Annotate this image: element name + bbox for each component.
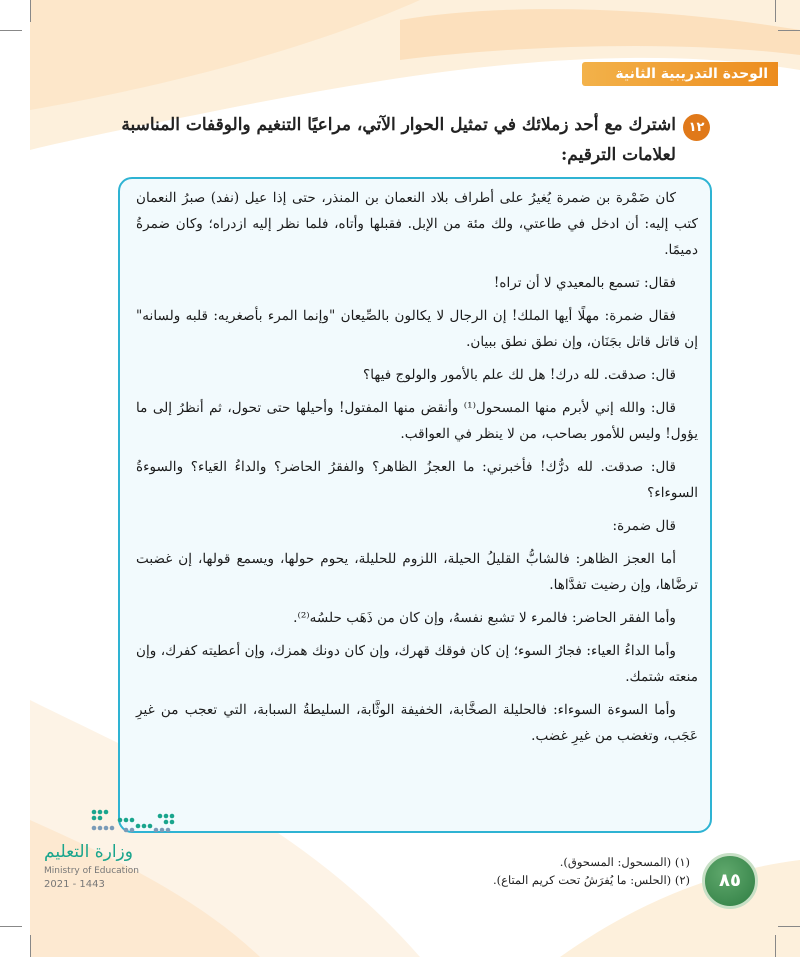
crop-mark [30, 0, 31, 22]
crop-mark [0, 926, 22, 927]
unit-banner: الوحدة التدريبية الثانية [582, 62, 778, 86]
question-number-badge: ١٢ [683, 114, 710, 141]
crop-mark [775, 935, 776, 957]
ministry-logo-icon [86, 806, 182, 836]
crop-mark [778, 30, 800, 31]
dialog-paragraph: أما العجز الظاهر: فالشابُّ القليلُ الحيلة، اللزوم للحليلة، يحوم حولها، ويسمع قولها، إن غضبت ترضَّاها، وإن رضيت تفدَّاها. [136, 551, 698, 593]
dialog-paragraph: قال: والله إني لأبرم منها المسحول⁽¹⁾ وأنقض منها المفتول! وأحيلها حتى تحول، ثم أنظرُ إلى ما يؤول! وليس للأمور بصاحب، من لا ينظر في العواقب. [136, 400, 698, 442]
footnote-2: (٢) (الحلس: ما يُفرَشُ تحت كريم المتاع). [492, 873, 690, 887]
footnote-1: (١) (المسحول: المسحوق). [559, 855, 690, 869]
crop-mark [778, 926, 800, 927]
dialog-paragraph: فقال: تسمع بالمعيدي لا أن تراه! [493, 275, 676, 291]
dialog-paragraph: قال: صدقت. لله درُّك! فأخبرني: ما العجزُ الظاهر؟ والفقرُ الحاضر؟ والداءُ العَياء؟ والسوءةُ السوءاء؟ [136, 459, 698, 501]
question-instruction: اشترك مع أحد زملائك في تمثيل الحوار الآتي، مراعيًا التنغيم والوقفات المناسبة لعلامات الترقيم: [121, 115, 676, 165]
dialog-paragraph: قال ضمرة: [612, 518, 676, 534]
edition-year: 2021 - 1443 [44, 879, 105, 890]
dialog-paragraph: فقال ضمرة: مهلًا أيها الملك! إن الرجال لا يكالون بالصِّيعان "وإنما المرء بأصغريه: قلبه ولسانه" إن قاتل قاتل بجَنَان، وإن نطق نطق ببيان. [136, 308, 698, 350]
footnotes [360, 853, 690, 889]
dialog-paragraph: قال: صدقت. لله درك! هل لك علم بالأمور والولوج فيها؟ [363, 367, 676, 383]
crop-mark [775, 0, 776, 22]
ministry-name-english: Ministry of Education [44, 866, 139, 876]
dialog-paragraph: كان ضَمْرة بن ضمرة يُغيرُ على أطراف بلاد النعمان بن المنذر، حتى إذا عيل (نفد) صبرُ النعمان كتب إليه: أن ادخل في طاعتي، ولك مئة من الإبل. فقبلها وأتاه، فلما نظر إليه ازدراه؛ وكان ضمرةُ دميمًا. [136, 190, 698, 258]
dialog-text [136, 185, 698, 815]
dialog-paragraph: وأما الفقر الحاضر: فالمرء لا تشبع نفسهُ، وإن كان من ذَهَب حلسُه⁽²⁾. [293, 610, 676, 626]
crop-mark [30, 935, 31, 957]
dialog-paragraph: وأما الداءُ العياء: فجارُ السوء؛ إن كان فوقك قهرك، وإن كان دونك همزك، وإن أعطيته كفرك، وإن منعته شتمك. [136, 643, 698, 685]
crop-mark [0, 30, 22, 31]
ministry-name-arabic: وزارة التعليم [44, 842, 133, 862]
dialog-paragraph: وأما السوءة السوءاء: فالحليلة الصخَّابة، الخفيفة الوثَّابة، السليطةُ السبابة، التي تعجب من غيرِ عَجَب، وتغضب من غيرِ غضب. [136, 702, 698, 744]
page-number-badge: ٨٥ [702, 853, 758, 909]
